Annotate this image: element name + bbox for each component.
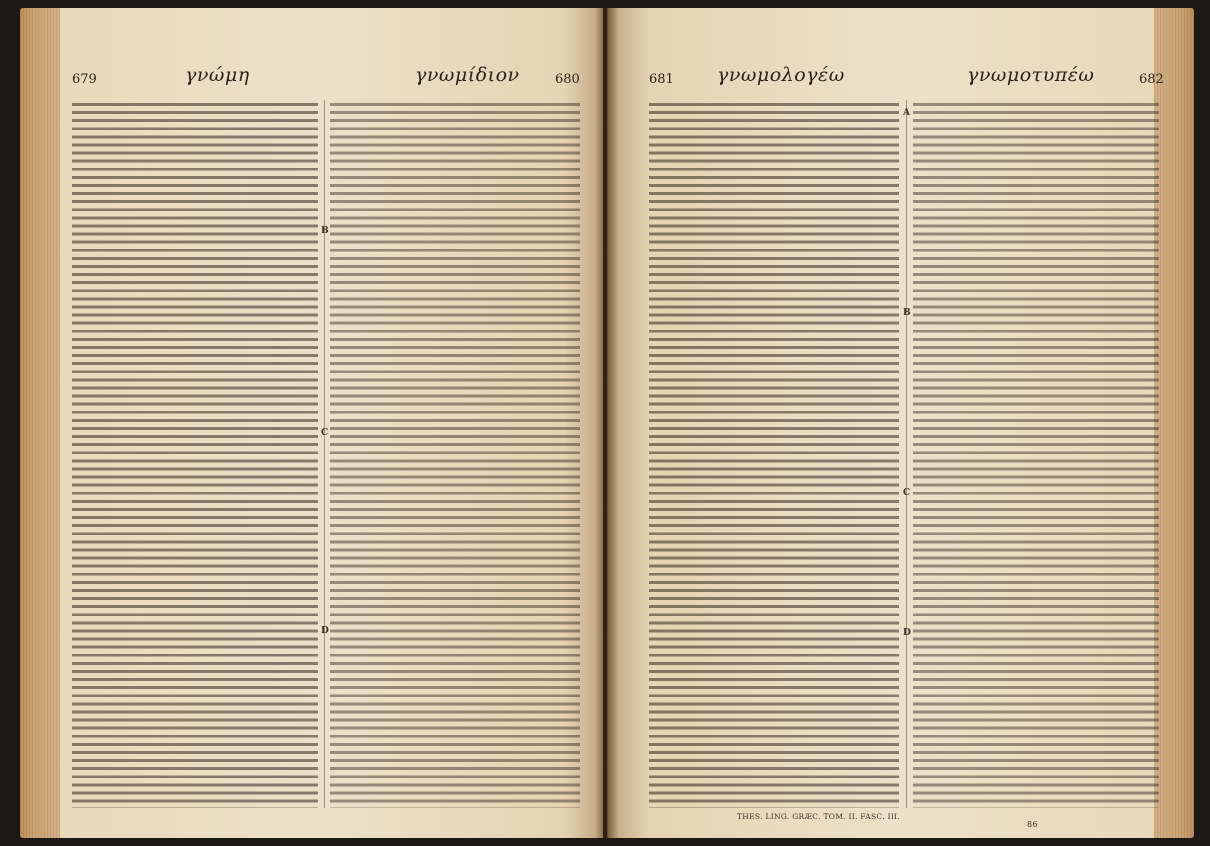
headword-right-outer: γνωμοτυπέω: [967, 64, 1095, 86]
margin-letter-b: B: [321, 226, 329, 236]
footer-signature: THES. LING. GRÆC. TOM. II. FASC. III.: [737, 812, 901, 821]
book-gutter: [595, 8, 619, 838]
margin-letter-b: B: [903, 308, 911, 318]
right-page-column-1: [649, 100, 899, 808]
left-page-column-2: [330, 100, 580, 808]
page-number-682: 682: [1139, 72, 1164, 87]
page-number-681: 681: [649, 72, 674, 87]
column-rule: [324, 100, 325, 808]
margin-letter-d: D: [321, 626, 329, 636]
margin-letter-a: A: [903, 108, 910, 118]
headword-right-inner: γνωμολογέω: [717, 64, 845, 86]
left-page-edge: [20, 8, 60, 838]
right-page-column-2: [913, 100, 1159, 808]
page-number-680: 680: [555, 72, 580, 87]
signature-mark: 86: [1027, 820, 1038, 829]
headword-left-inner: γνωμίδιον: [415, 64, 520, 86]
right-page-edge: [1154, 8, 1194, 838]
left-page-column-1: [72, 100, 318, 808]
left-page: [20, 8, 603, 838]
margin-letter-c: C: [903, 488, 911, 498]
open-book: [20, 8, 1194, 838]
page-number-679: 679: [72, 72, 97, 87]
margin-letter-d: D: [903, 628, 911, 638]
margin-letter-c: C: [321, 428, 329, 438]
right-page: [607, 8, 1194, 838]
column-rule: [906, 100, 907, 808]
headword-left-outer: γνώμη: [185, 64, 250, 86]
